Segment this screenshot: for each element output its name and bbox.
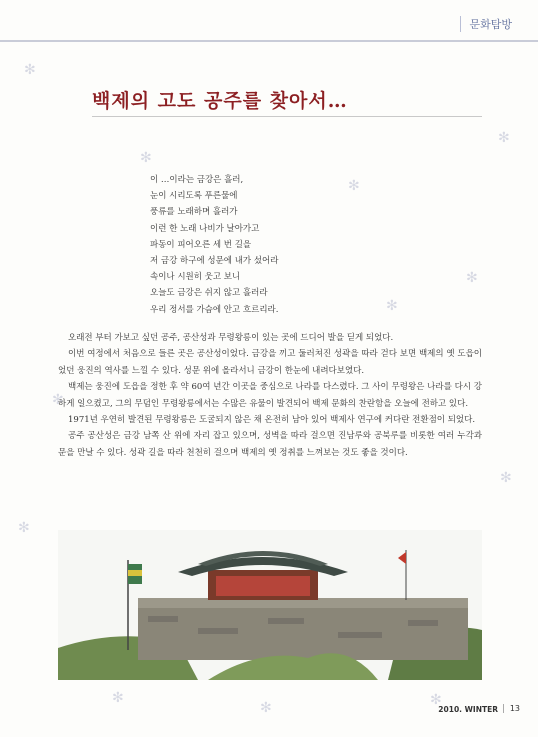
body-paragraph: 백제는 웅진에 도읍을 정한 후 약 60여 년간 이곳을 중심으로 나라를 다스렸다. 그 사이 무령왕은 나라를 다시 강하게 일으켰고, 그의 무덤인 무령왕릉에서는 수많은 유물이 발견되어 백제 문화의 찬란함을 오늘에 전하고 있다.: [58, 382, 482, 409]
poem-block: [150, 172, 278, 318]
snowflake-icon: ✻: [24, 62, 36, 78]
snowflake-icon: ✻: [260, 700, 272, 716]
poem-line: 속이나 시원히 웃고 보니: [150, 272, 241, 283]
snowflake-icon: ✻: [386, 298, 398, 314]
poem-line: 이 …이라는 금강은 흘러,: [150, 175, 244, 185]
snowflake-icon: ✻: [500, 470, 512, 486]
snowflake-icon: ✻: [140, 150, 152, 166]
fortress-illustration: [58, 530, 482, 680]
snowflake-icon: ✻: [348, 178, 360, 194]
body-paragraph: 오래전 부터 가보고 싶던 공주, 공산성과 무령왕릉이 있는 곳에 드디어 발을 딛게 되었다.: [68, 333, 394, 343]
poem-line: 오늘도 금강은 쉬지 않고 흘러라: [150, 288, 268, 299]
snowflake-icon: ✻: [18, 520, 30, 536]
article-title: 백제의 고도 공주를 찾아서…: [92, 90, 348, 112]
issue-label: 2010. WINTER: [438, 705, 498, 714]
snowflake-icon: ✻: [498, 130, 510, 146]
snowflake-icon: ✻: [52, 392, 64, 408]
body-paragraph: 이번 여정에서 처음으로 들른 곳은 공산성이었다. 금강을 끼고 둘러쳐진 성곽을 따라 걷다 보면 백제의 옛 도읍이었던 웅진의 역사를 느낄 수 있다. 성문 위에 올라서니 금강이 한눈에 내려다보였다.: [58, 349, 482, 376]
poem-line: 우리 정서를 가슴에 안고 흐르리라.: [150, 304, 279, 315]
section-label: 문화탐방: [460, 16, 512, 32]
page-number: 13: [503, 704, 520, 713]
article-body: [58, 330, 482, 461]
poem-line: 풍류를 노래하며 흘러가: [150, 207, 238, 218]
body-paragraph: 공주 공산성은 금강 남쪽 산 위에 자리 잡고 있으며, 성벽을 따라 걸으면 진남루와 공북루를 비롯한 여러 누각과 문을 만날 수 있다. 성곽 길을 따라 천천히 걸으며 백제의 옛 정취를 느껴보는 것도 좋을 것이다.: [58, 431, 482, 458]
fortress-photo: [58, 530, 482, 680]
snowflake-icon: ✻: [466, 270, 478, 286]
snowflake-icon: ✻: [112, 690, 124, 706]
poem-line: 저 금강 하구에 성문에 내가 섰어라: [150, 256, 279, 267]
poem-line: 눈이 시리도록 푸른물에: [150, 191, 238, 202]
poem-line: 이런 한 노래 나비가 날아가고: [150, 223, 260, 234]
header-divider: [0, 40, 538, 42]
body-paragraph: 1971년 우연히 발견된 무령왕릉은 도굴되지 않은 채 온전히 남아 있어 백제사 연구에 커다란 전환점이 되었다.: [68, 415, 476, 426]
title-divider: [92, 116, 482, 117]
snowflake-icon: ✻: [430, 692, 442, 708]
poem-line: 파동이 피어오른 세 번 길을: [150, 239, 252, 250]
